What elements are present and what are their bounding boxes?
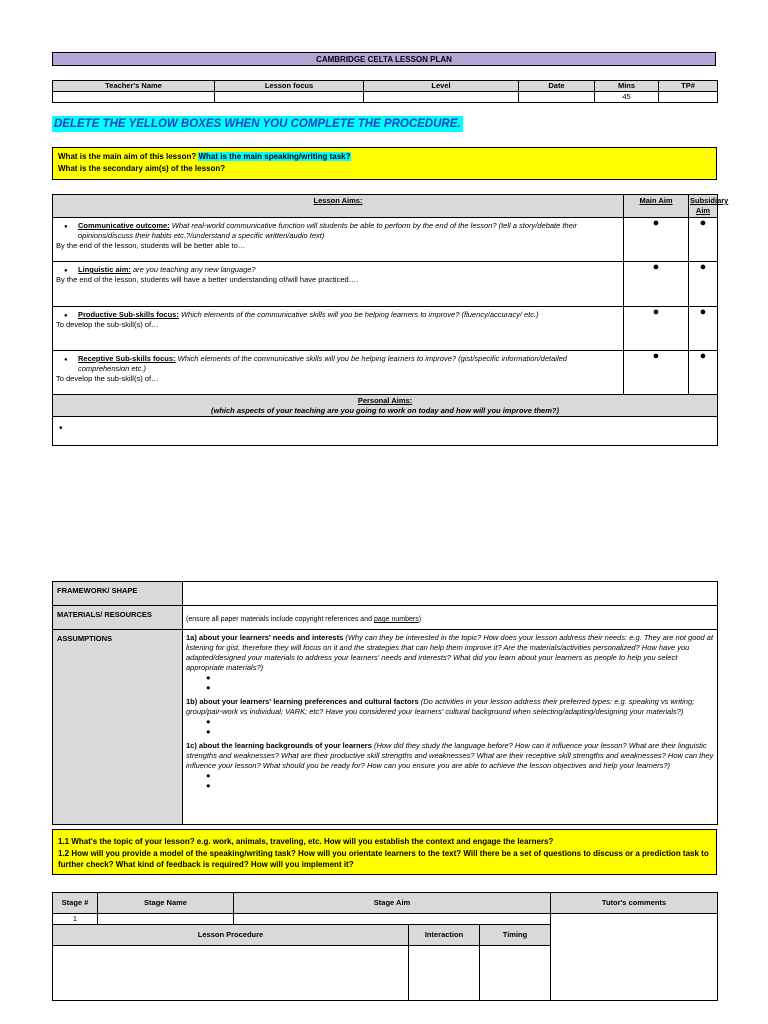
timing-header: Timing <box>480 925 551 946</box>
tp-cell[interactable] <box>659 92 718 103</box>
lesson-focus-header: Lesson focus <box>215 81 364 92</box>
linguistic-aim-question: are you teaching any new language? <box>130 265 256 274</box>
communicative-outcome-question: What real-world communicative function will students be able to perform by the end of the lesson? (tell a story/debate their opinions/discuss their habits etc.?/understand a specific written/audio text) <box>78 221 577 240</box>
framework-shape-label: FRAMEWORK/ SHAPE <box>53 582 183 606</box>
lesson-procedure-header: Lesson Procedure <box>53 925 409 946</box>
model-question: 1.2 How will you provide a model of the speaking/writing task? How will you orientate learners to the text? Will there be a set of questions to discuss or a prediction task to further check? What kind of feedback is required? How will you implement it? <box>58 848 709 869</box>
date-cell[interactable] <box>519 92 595 103</box>
main-task-question: What is the main speaking/writing task? <box>198 152 351 161</box>
productive-subskills-label: Productive Sub-skills focus: <box>78 310 179 319</box>
tp-header: TP# <box>659 81 718 92</box>
main-aim-question: What is the main aim of this lesson? <box>58 152 199 161</box>
header-table <box>52 80 718 103</box>
assumptions-label: ASSUMPTIONS <box>53 630 183 825</box>
assumption-1c: 1c) about the learning backgrounds of your learners (How did they study the language before? How can it influence your lesson? What are their linguistic strengths and weaknesses? What are their productive skill strengths and weaknesses? What are their receptive skill strengths and weaknesses? How can they influence your lesson? What should you be ready for? How can you ensure you are able to achieve the lesson objectives and help your learners?) <box>186 741 714 770</box>
assumptions-cell[interactable]: 1a) about your learners' needs and interests (Why can they be interested in the topic? How does your lesson address their needs: e.g. They are not good at listening for gist, therefore they will focus on it and the strategies that can help them improve it? Are the materials/activities personalized? How have you adapted/designed your materials to address your learners' needs and interests? What did you learn about your learners as people to help you select appropriate materials?) ● ● 1b) about your learners' learning preferences and cultural factors (Do activities in your lesson address their preferred types: e.g. speaking vs writing; group/pair-work vs individual; VARK; etc? Have you considered your learners' cultural background when selecting/adapting/designing your materials?) ● ● 1c) about the learning backgrounds of your learners (How did they study the language before? How can it influence your lesson? What are their linguistic strengths and weaknesses? What are their productive skill strengths and weaknesses? What are their receptive skill strengths and weaknesses? How can they influence your lesson? What should you be ready for? How can you ensure you are able to achieve the lesson objectives and help your learners?) ● ● <box>183 630 718 825</box>
productive-subskills-question: Which elements of the communicative skills will you be helping learners to improve? (fluency/accuracy/ etc.) <box>178 310 539 319</box>
main-aim-dot[interactable]: ● <box>624 307 689 351</box>
lesson-plan-title: CAMBRIDGE CELTA LESSON PLAN <box>52 52 716 66</box>
lesson-procedure-cell[interactable] <box>53 946 409 1001</box>
communicative-outcome-cell[interactable] <box>53 218 624 262</box>
lesson-focus-cell[interactable] <box>215 92 364 103</box>
receptive-subskills-question: Which elements of the communicative skills will you be helping learners to improve? (gist/specific information/detailed comprehension etc.) <box>78 354 567 373</box>
stage-number-header: Stage # <box>53 893 98 914</box>
stage-table <box>52 892 718 1001</box>
personal-aims-cell[interactable]: • <box>53 417 718 446</box>
mins-header: Mins <box>595 81 659 92</box>
framework-table <box>52 581 718 825</box>
main-aim-dot[interactable]: ● <box>624 262 689 307</box>
assumption-1b: 1b) about your learners' learning preferences and cultural factors (Do activities in your lesson address their preferred types: e.g. speaking vs writing; group/pair-work vs individual; VARK; etc? Have you considered your learners' cultural background when selecting/adapting/designing your materials?) <box>186 697 695 716</box>
interaction-cell[interactable] <box>409 946 480 1001</box>
subsidiary-aim-dot[interactable]: ● <box>689 351 718 395</box>
teacher-name-cell[interactable] <box>53 92 215 103</box>
interaction-header: Interaction <box>409 925 480 946</box>
aims-prompt-box <box>52 147 717 180</box>
receptive-subskills-followup: To develop the sub-skill(s) of… <box>56 374 159 383</box>
materials-resources-label: MATERIALS/ RESOURCES <box>53 606 183 630</box>
productive-subskills-followup: To develop the sub-skill(s) of… <box>56 320 159 329</box>
tutor-comments-cell[interactable] <box>551 914 718 1001</box>
subsidiary-aim-dot[interactable]: ● <box>689 218 718 262</box>
delete-yellow-boxes-note: DELETE THE YELLOW BOXES WHEN YOU COMPLETE THE PROCEDURE. <box>54 118 461 130</box>
personal-aims-header: Personal Aims: (which aspects of your teaching are you going to work on today and how will you improve them?) <box>53 395 718 417</box>
stage-aim-header: Stage Aim <box>234 893 551 914</box>
stage-name-header: Stage Name <box>98 893 234 914</box>
teacher-name-header: Teacher's Name <box>53 81 215 92</box>
receptive-subskills-cell[interactable] <box>53 351 624 395</box>
level-header: Level <box>364 81 519 92</box>
tutor-comments-header: Tutor's comments <box>551 893 718 914</box>
lesson-aims-table <box>52 194 729 446</box>
linguistic-aim-followup: By the end of the lesson, students will have a better understanding of/will have practiced…. <box>56 275 359 284</box>
level-cell[interactable] <box>364 92 519 103</box>
secondary-aim-question: What is the secondary aim(s) of the lesson? <box>58 163 226 173</box>
lesson-aims-header: Lesson Aims: <box>53 195 624 218</box>
procedure-prompt-box <box>52 829 717 875</box>
receptive-subskills-label: Receptive Sub-skills focus: <box>78 354 176 363</box>
subsidiary-aim-dot[interactable]: ● <box>689 307 718 351</box>
main-aim-header: Main Aim <box>624 195 689 218</box>
communicative-outcome-label: Communicative outcome: <box>78 221 170 230</box>
productive-subskills-cell[interactable] <box>53 307 624 351</box>
subsidiary-aim-dot[interactable]: ● <box>689 262 718 307</box>
assumption-1a: 1a) about your learners' needs and interests (Why can they be interested in the topic? How does your lesson address their needs: e.g. They are not good at listening for gist, therefore they will focus on it and the strategies that can help them improve it? Are the materials/activities personalized? How have you adapted/designed your materials to address your learners' needs and interests? What did you learn about your learners as people to help you select appropriate materials?) <box>186 633 714 672</box>
framework-shape-cell[interactable] <box>183 582 718 606</box>
stage-number-cell[interactable]: 1 <box>53 914 98 925</box>
communicative-outcome-followup: By the end of the lesson, students will be better able to… <box>56 241 246 250</box>
stage-aim-cell[interactable] <box>234 914 551 925</box>
stage-name-cell[interactable] <box>98 914 234 925</box>
date-header: Date <box>519 81 595 92</box>
linguistic-aim-label: Linguistic aim: <box>78 265 131 274</box>
main-aim-dot[interactable]: ● <box>624 351 689 395</box>
main-aim-dot[interactable]: ● <box>624 218 689 262</box>
linguistic-aim-cell[interactable] <box>53 262 624 307</box>
materials-resources-cell[interactable]: (ensure all paper materials include copyright references and page numbers) <box>183 606 718 630</box>
topic-question: 1.1 What's the topic of your lesson? e.g. work, animals, traveling, etc. How will you establish the context and engage the learners? <box>58 837 554 846</box>
mins-cell[interactable]: 45 <box>595 92 659 103</box>
timing-cell[interactable] <box>480 946 551 1001</box>
subsidiary-aim-header: Subsidiary Aim <box>689 195 718 218</box>
